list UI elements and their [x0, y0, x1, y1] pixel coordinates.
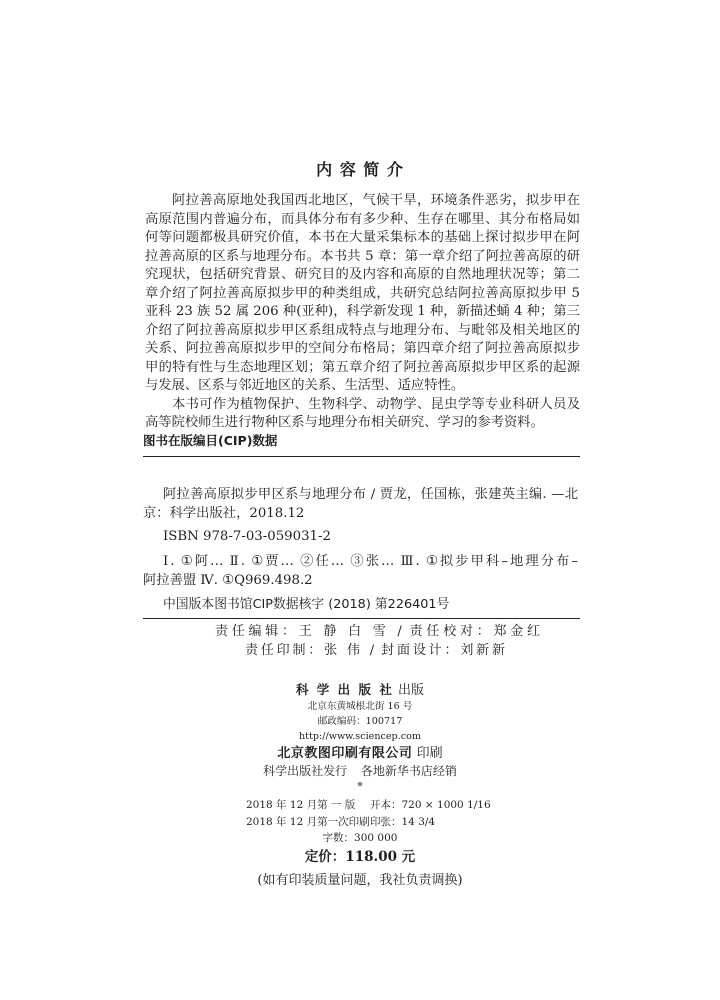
publisher-address: 北京东黄城根北街 16 号 — [307, 701, 413, 712]
summary-line: 介绍了阿拉善高原拟步甲区系组成特点与地理分布、与毗邻及相关地区的 — [145, 322, 580, 338]
summary-line: 高原范围内普遍分布，而具体分布有多少种、生存在哪里、其分布格局如 — [145, 211, 580, 227]
cip-heading: 图书在版编目(CIP)数据 — [143, 433, 278, 448]
edition-spec: 开本：720 × 1000 1/16 — [370, 799, 491, 811]
return-notice: (如有印装质量问题，我社负责调换) — [257, 873, 463, 888]
cip-number: 中国版本图书馆CIP数据核字 (2018) 第226401号 — [163, 597, 450, 612]
word-count: 字数：300 000 — [322, 832, 398, 844]
summary-paragraph — [145, 192, 580, 396]
summary-line: 亚科 23 族 52 属 206 种(亚种)，科学新发现 1 种，新描述蛹 4 种；第三 — [145, 304, 580, 319]
publisher-website: http://www.sciencep.com — [299, 731, 421, 742]
printer-name: 北京教图印刷有限公司 — [277, 746, 413, 761]
edition-date: 2018 年 12 月第 一 版 — [246, 799, 356, 811]
cip-entry-line: 阿拉善高原拟步甲区系与地理分布 / 贾龙，任国栋，张建英主编. —北 — [163, 487, 578, 502]
edition-date: 2018 年 12 月第一次印刷 — [246, 816, 370, 828]
cip-isbn: ISBN 978-7-03-059031-2 — [163, 529, 331, 544]
cip-entry-line: 京：科学出版社，2018.12 — [143, 506, 305, 521]
summary-line: 章介绍了阿拉善高原拟步甲的种类组成，共研究总结阿拉善高原拟步甲 5 — [145, 285, 580, 301]
cip-top-rule — [143, 456, 580, 457]
summary-line: 拉善高原的区系与地理分布。本书共 5 章：第一章介绍了阿拉善高原的研 — [145, 248, 580, 264]
summary-line: 本书可作为植物保护、生物科学、动物学、昆虫学等专业科研人员及 — [172, 396, 580, 412]
summary-line: 究现状，包括研究背景、研究目的及内容和高原的自然地理状况等；第二 — [145, 267, 580, 282]
printer-action: 印刷 — [416, 746, 443, 761]
summary-title: 内 容 简 介 — [316, 160, 404, 179]
summary-line: 阿拉善高原地处我国西北地区，气候干旱，环境条件恶劣，拟步甲在 — [172, 193, 580, 208]
summary-line: 与发展、区系与邻近地区的关系、生活型、适应特性。 — [145, 378, 465, 393]
publisher-imprint-line — [0, 681, 720, 700]
cip-classification-line: Ⅰ. ①阿… Ⅱ. ①贾… ②任… ③张… Ⅲ. ①拟步甲科–地理分布– — [163, 554, 578, 569]
publisher-action: 出版 — [398, 683, 425, 698]
summary-line: 何等问题都极具研究价值，本书在大量采集标本的基础上探讨拟步甲在阿 — [145, 230, 580, 245]
publisher-logo: 科 学 出 版 社 — [295, 682, 394, 697]
cip-bottom-rule — [143, 618, 580, 619]
summary-line: 关系、阿拉善高原拟步甲的空间分布格局；第四章介绍了阿拉善高原拟步 — [145, 341, 580, 356]
edition-spec: 印张：14 3/4 — [370, 816, 436, 828]
summary-body — [145, 192, 580, 433]
price: 定价：118.00 元 — [304, 849, 416, 865]
distribution-line: 科学出版社发行 各地新华书店经销 — [263, 764, 457, 778]
summary-line: 甲的特有性与生态地理区划；第五章介绍了阿拉善高原拟步甲区系的起源 — [145, 359, 580, 375]
cip-classification-line: 阿拉善盟 Ⅳ. ①Q969.498.2 — [143, 573, 313, 588]
summary-paragraph — [145, 396, 580, 433]
publisher-postcode: 邮政编码：100717 — [317, 716, 403, 727]
printer-line — [0, 745, 720, 763]
summary-line: 高等院校师生进行物种区系与地理分布相关研究、学习的参考资料。 — [145, 415, 544, 430]
credits-editorial: 责任编辑：王 静 白 雪 / 责任校对：郑金红 — [215, 624, 540, 639]
separator-star: * — [357, 780, 363, 793]
credits-production: 责任印制：张 伟 / 封面设计：刘新新 — [245, 643, 505, 658]
